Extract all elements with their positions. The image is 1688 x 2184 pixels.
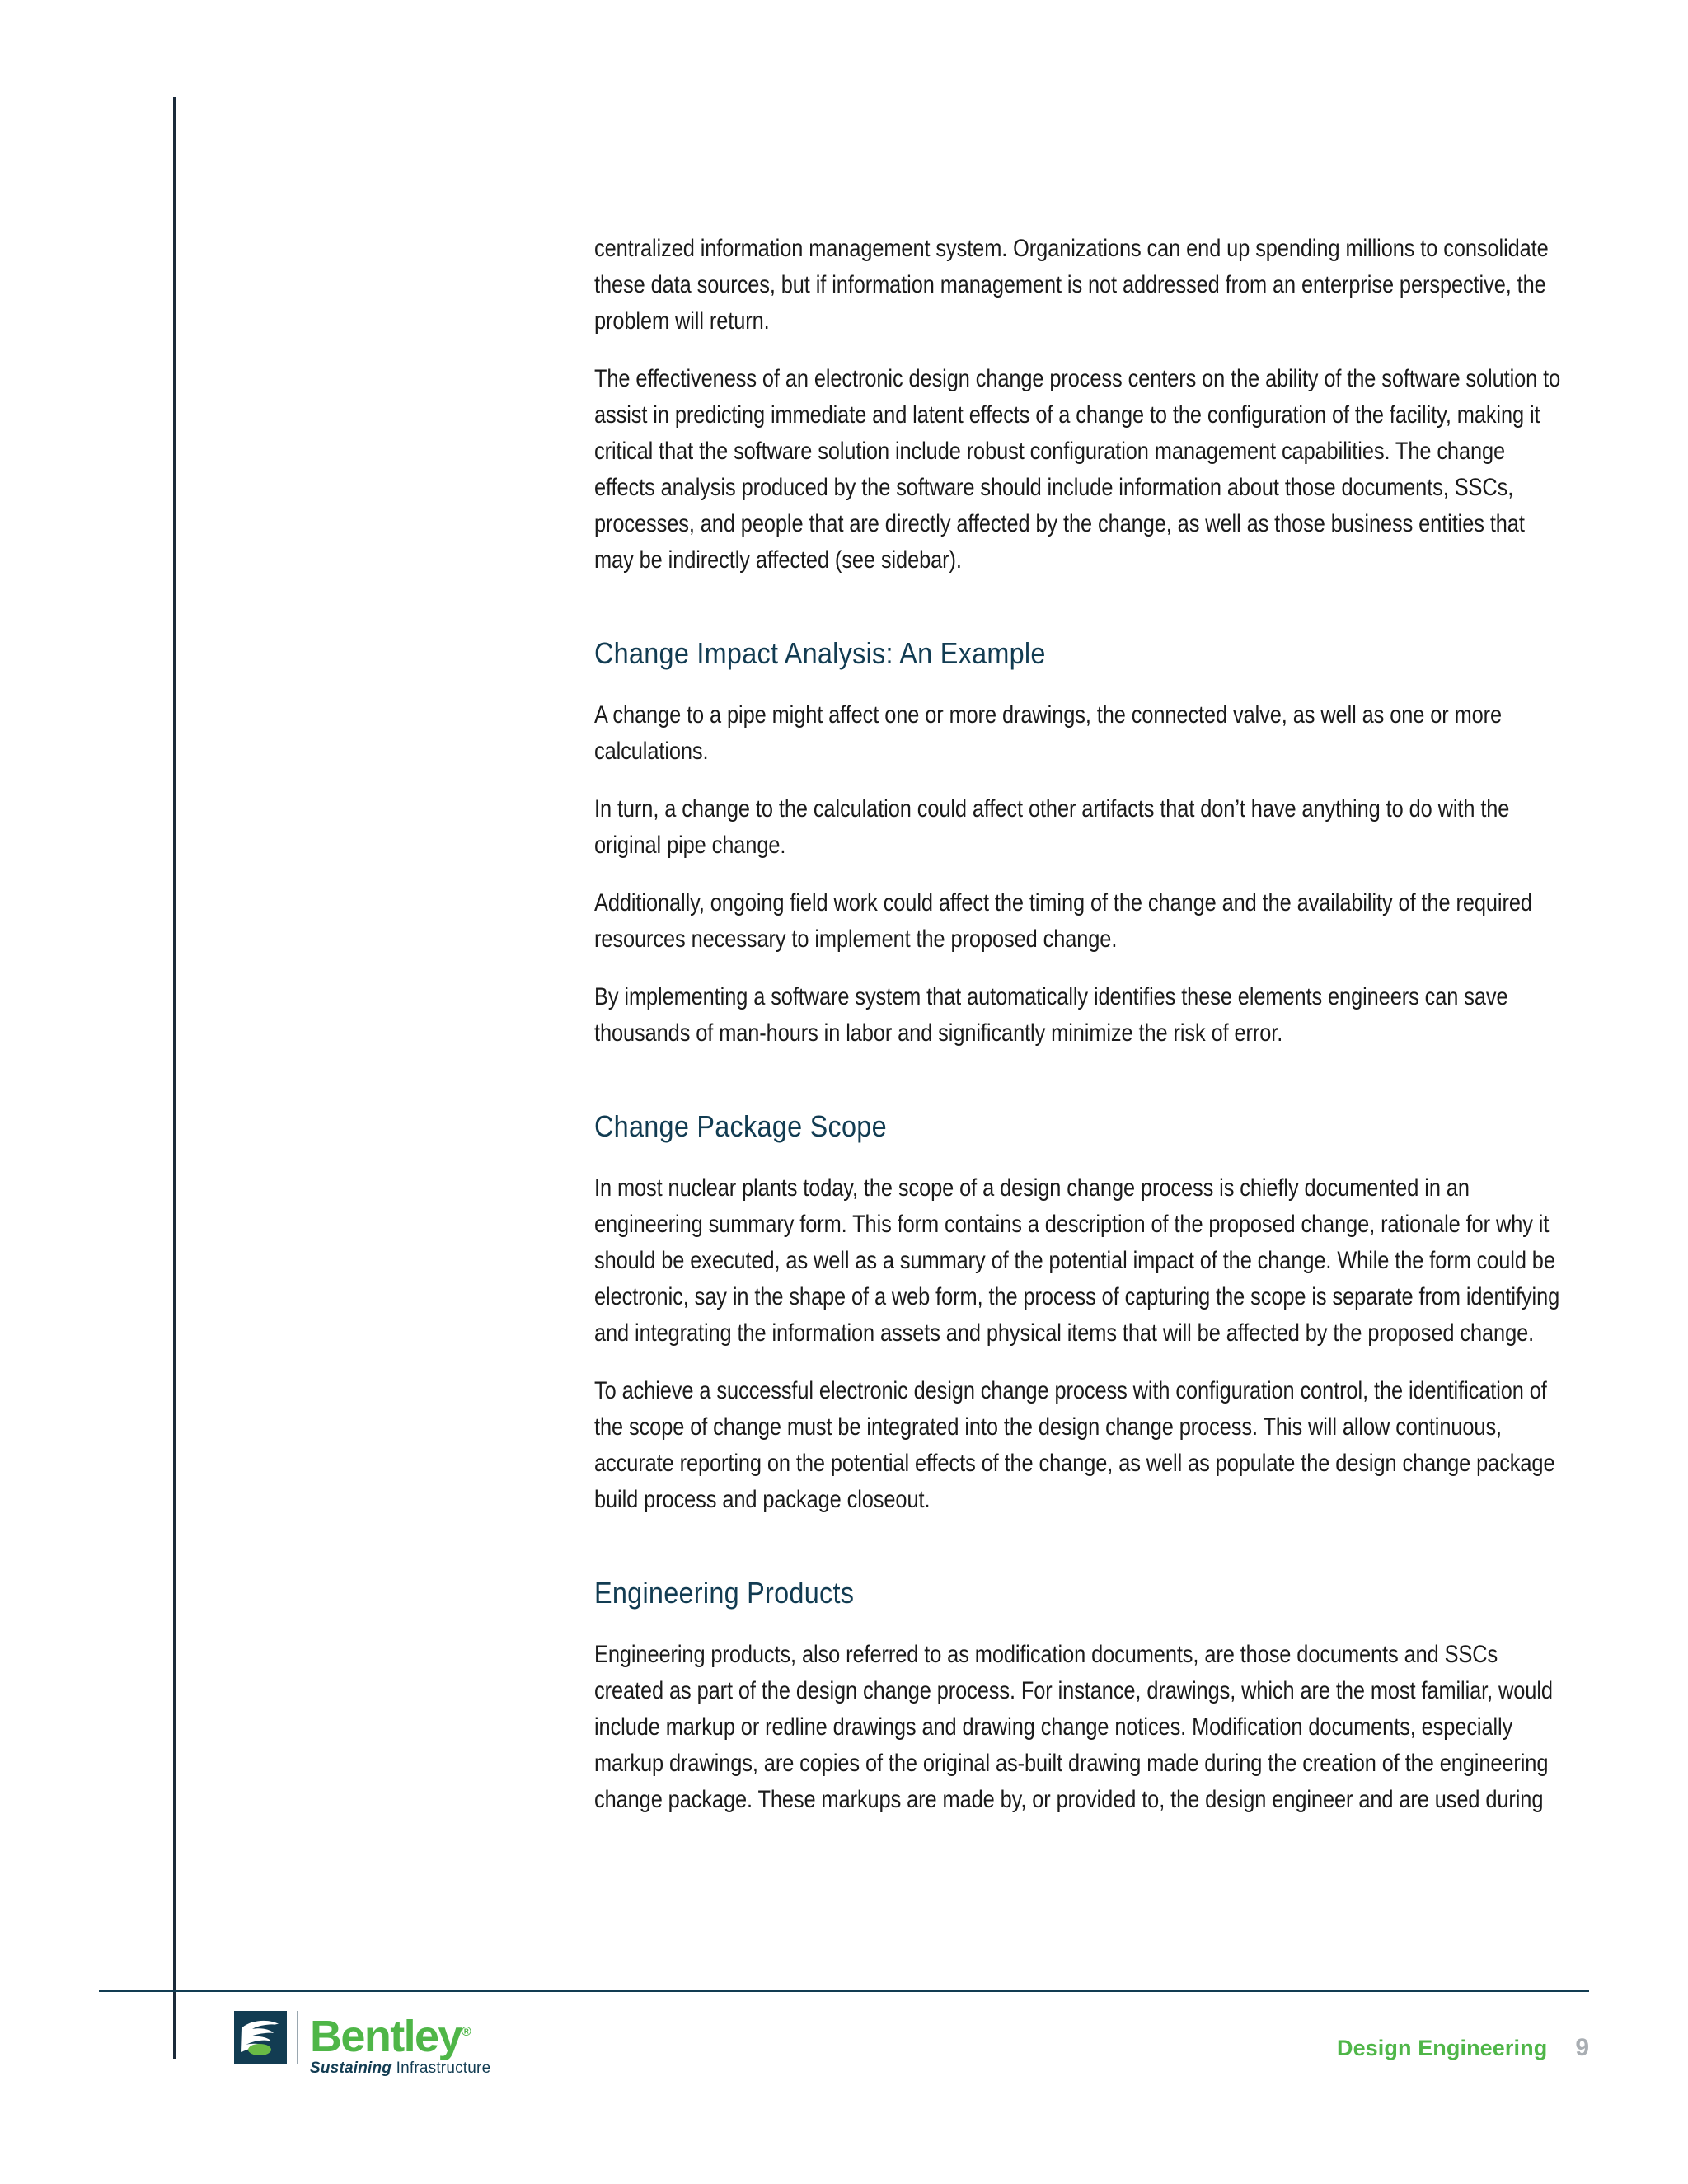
heading-spacer xyxy=(594,1073,1560,1108)
body-paragraph: Engineering products, also referred to as modification documents, are those documents and SSCs created as part of the design change process. For instance, drawings, which are the most familiar, would include markup or redline drawings and drawing change notices. Modification documents, especially markup drawings, are copies of the original as-built drawing made during the creation of the engineering change package. These markups are made by, or provided to, the design engineer and are used during xyxy=(594,1641,1553,1813)
article-body xyxy=(594,231,1560,1840)
section-heading: Change Package Scope xyxy=(594,1109,887,1143)
tagline-regular-word: Infrastructure xyxy=(396,2060,491,2077)
bentley-wordmark-text: Bentley xyxy=(310,2012,462,2061)
tagline-bold-word: Sustaining xyxy=(310,2060,392,2077)
logo-divider xyxy=(297,2011,298,2064)
heading-spacer xyxy=(594,1612,1560,1637)
body-paragraph: In most nuclear plants today, the scope of a design change process is chiefly documented in an engineering summary form. This form contains a description of the proposed change, rationale for why it should be executed, as well as a summary of the potential impact of the change. While the form could be electronic, say in the shape of a web form, the process of capturing the scope is separate from identifying and integrating the information assets and physical items that will be affected by the proposed change. xyxy=(594,1174,1560,1347)
section-heading: Change Impact Analysis: An Example xyxy=(594,636,1046,670)
body-paragraph: To achieve a successful electronic design change process with configuration control, the identification of the scope of change must be integrated into the design change process. This will allow continuous, accurate reporting on the potential effects of the change, as well as populate the design change package build process and package closeout. xyxy=(594,1377,1555,1513)
bentley-b-logo-icon xyxy=(234,2011,287,2064)
heading-spacer xyxy=(594,1146,1560,1170)
footer-divider-rule xyxy=(99,1990,1589,1992)
footer-right-group xyxy=(1337,2034,1589,2062)
heading-spacer xyxy=(594,673,1560,697)
body-paragraph: centralized information management system. Organizations can end up spending millions to consolidate these data sources, but if information management is not addressed from an enterprise perspective, the problem will return. xyxy=(594,235,1549,335)
page-number: 9 xyxy=(1575,2034,1589,2061)
bentley-wordmark xyxy=(310,2011,490,2061)
footer-section-label: Design Engineering xyxy=(1336,2036,1548,2060)
section-heading: Engineering Products xyxy=(594,1576,855,1610)
body-paragraph: In turn, a change to the calculation could affect other artifacts that don’t have anything to do with the original pipe change. xyxy=(594,795,1510,859)
logo-text-lockup xyxy=(310,2011,490,2078)
body-paragraph: By implementing a software system that automatically identifies these elements engineers can save thousands of man-hours in labor and significantly minimize the risk of error. xyxy=(594,983,1508,1047)
page-footer xyxy=(0,2004,1688,2103)
bentley-tagline xyxy=(310,2060,490,2078)
body-paragraph: The effectiveness of an electronic design change process centers on the ability of the software solution to assist in predicting immediate and latent effects of a change to the configuration of the facility, making it critical that the software solution include robust configuration management capabilities. The change effects analysis produced by the software should include information about those documents, SSCs, processes, and people that are directly affected by the change, as well as those business entities that may be indirectly affected (see sidebar). xyxy=(594,365,1561,574)
left-vertical-rule xyxy=(173,97,176,2059)
registered-trademark-icon: ® xyxy=(461,2025,471,2039)
heading-spacer xyxy=(594,600,1560,635)
body-paragraph: A change to a pipe might affect one or more drawings, the connected valve, as well as one or more calculations. xyxy=(594,701,1503,765)
body-paragraph: Additionally, ongoing field work could affect the timing of the change and the availability of the required resources necessary to implement the proposed change. xyxy=(594,889,1532,953)
heading-spacer xyxy=(594,1540,1560,1574)
bentley-logo xyxy=(234,2011,490,2078)
